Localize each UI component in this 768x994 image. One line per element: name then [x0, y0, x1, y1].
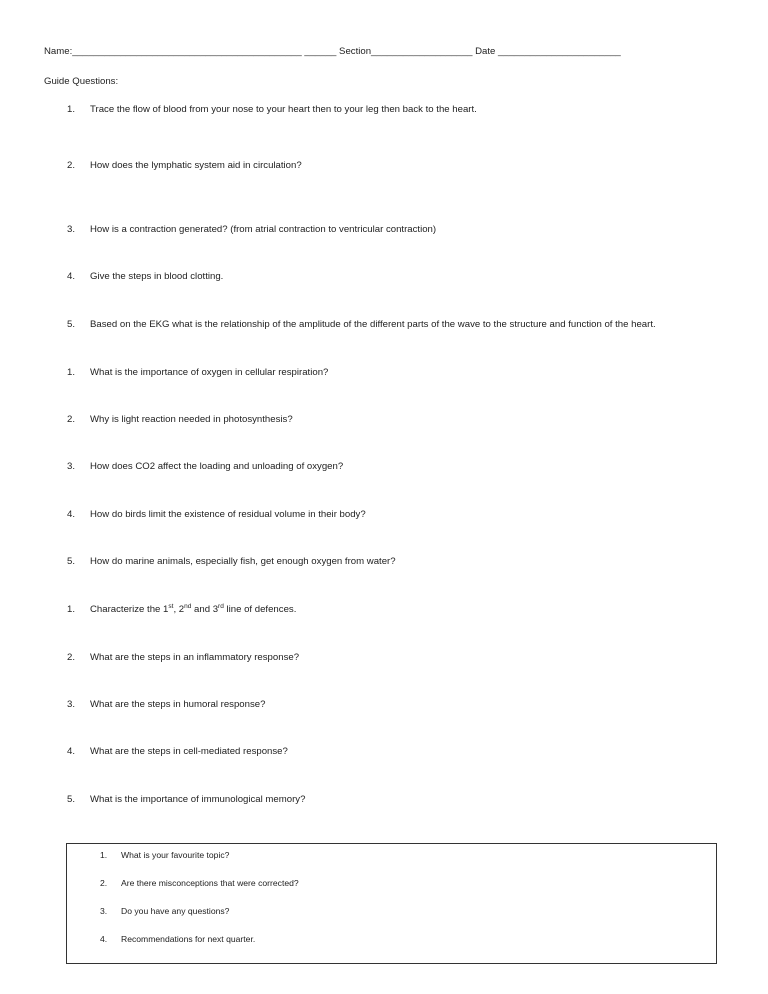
ordinal-suffix: nd [184, 603, 192, 610]
question-item [0, 271, 768, 285]
question-item [0, 746, 768, 760]
ordinal-suffix: st [168, 603, 174, 610]
question-text: How do marine animals, especially fish, get enough oxygen from water? [90, 556, 396, 567]
question-text: Why is light reaction needed in photosynthesis? [90, 414, 293, 425]
guide-title: Guide Questions: [44, 76, 119, 87]
question-number: 4. [67, 509, 76, 520]
question-item [0, 160, 768, 174]
question-text: Give the steps in blood clotting. [90, 271, 224, 282]
question-item [0, 699, 768, 713]
question-number: 5. [67, 556, 76, 567]
header-line [44, 46, 621, 57]
question-item [0, 224, 768, 238]
question-number: 1. [67, 104, 76, 115]
reflection-number: 1. [100, 850, 108, 860]
question-item [0, 794, 768, 808]
question-number: 2. [67, 414, 76, 425]
question-number: 2. [67, 160, 76, 171]
question-number: 2. [67, 652, 76, 663]
question-number: 1. [67, 604, 76, 615]
question-text-part: , 2 [173, 604, 185, 615]
date-label: Date [475, 46, 496, 57]
question-item [0, 556, 768, 570]
reflection-text: Do you have any questions? [121, 906, 230, 916]
question-item [0, 509, 768, 523]
question-text: What is the importance of oxygen in cellular respiration? [90, 367, 329, 378]
question-number: 5. [67, 794, 76, 805]
question-number: 4. [67, 271, 76, 282]
question-item [0, 604, 768, 618]
question-text: How do birds limit the existence of residual volume in their body? [90, 509, 366, 520]
reflection-box [66, 843, 717, 964]
question-text-part: line of defences. [223, 604, 297, 615]
question-text: What are the steps in humoral response? [90, 699, 266, 710]
question-text-part: and 3 [191, 604, 219, 615]
question-item [0, 461, 768, 475]
question-text: What is the importance of immunological memory? [90, 794, 306, 805]
question-text: How does the lymphatic system aid in circulation? [90, 160, 302, 171]
reflection-number: 2. [100, 878, 108, 888]
name-label: Name: [44, 46, 73, 57]
question-text: What are the steps in an inflammatory response? [90, 652, 300, 663]
question-text: What are the steps in cell-mediated response? [90, 746, 288, 757]
question-text-part: Characterize the 1 [90, 604, 169, 615]
section-blank: ___________________ [371, 46, 473, 57]
section-label: Section [339, 46, 372, 57]
reflection-text: Are there misconceptions that were corrected? [121, 878, 299, 888]
question-number: 3. [67, 461, 76, 472]
question-item [0, 652, 768, 666]
name-blank: ___________________________________________ ______ [72, 46, 337, 57]
question-item [0, 319, 768, 333]
question-text: Trace the flow of blood from your nose to your heart then to your leg then back to the heart. [90, 104, 477, 115]
reflection-number: 3. [100, 906, 108, 916]
question-text [90, 604, 296, 615]
reflection-text: What is your favourite topic? [121, 850, 230, 860]
question-item [0, 367, 768, 381]
question-number: 5. [67, 319, 76, 330]
question-number: 3. [67, 224, 76, 235]
question-number: 1. [67, 367, 76, 378]
question-number: 3. [67, 699, 76, 710]
question-text: Based on the EKG what is the relationship of the amplitude of the different parts of the wave to the structure and function of the heart. [90, 319, 656, 330]
ordinal-suffix: rd [218, 603, 224, 610]
reflection-number: 4. [100, 934, 108, 944]
question-text: How does CO2 affect the loading and unloading of oxygen? [90, 461, 344, 472]
question-item [0, 104, 768, 118]
date-blank: _______________________ [498, 46, 621, 57]
question-text: How is a contraction generated? (from atrial contraction to ventricular contraction) [90, 224, 437, 235]
reflection-text: Recommendations for next quarter. [121, 934, 256, 944]
question-item [0, 414, 768, 428]
question-number: 4. [67, 746, 76, 757]
